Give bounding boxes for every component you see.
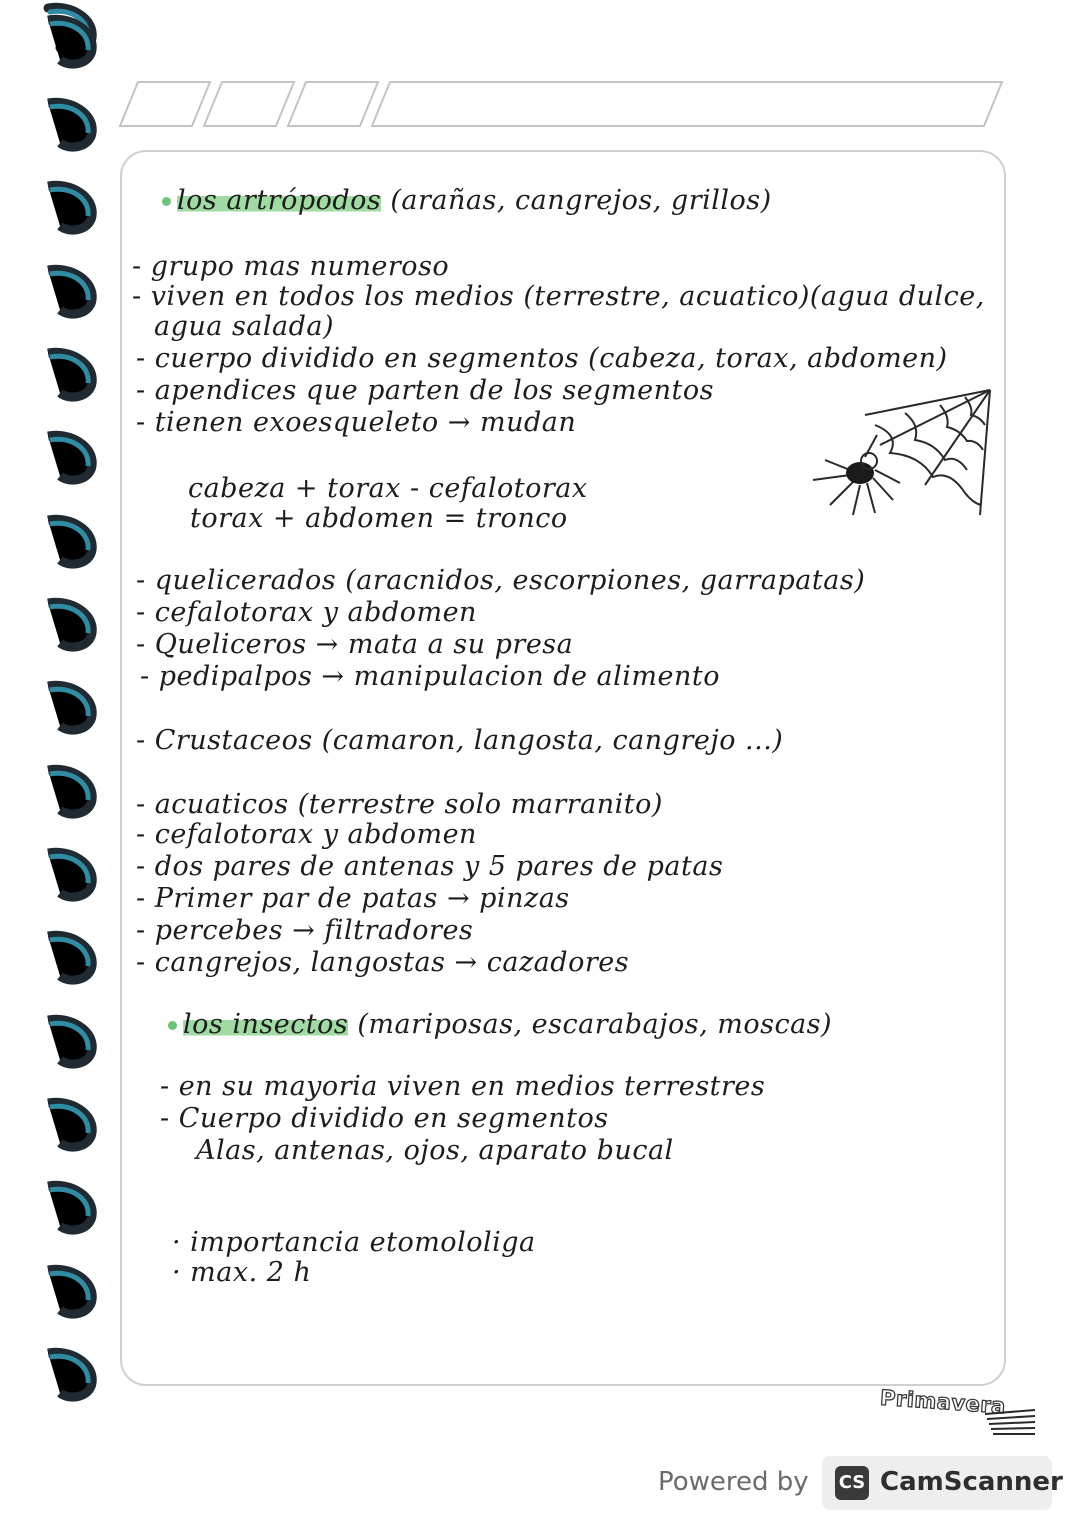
note-line: - tienen exoesqueleto → mudan xyxy=(136,407,577,438)
primavera-stripes xyxy=(985,1408,1037,1436)
spiral-binding xyxy=(40,0,110,1440)
note-line: - Queliceros → mata a su presa xyxy=(136,629,574,660)
spiral-rings xyxy=(48,19,92,1397)
insect-bullet-dot xyxy=(168,1021,177,1030)
title-rest: (arañas, cangrejos, grillos) xyxy=(381,185,772,216)
camscanner-name: CamScanner xyxy=(880,1467,1063,1497)
spider-web-drawing xyxy=(805,385,995,530)
section-title-crustaceans: - Crustaceos (camaron, langosta, cangrejo ...) xyxy=(136,725,784,756)
note-line: - Primer par de patas → pinzas xyxy=(136,883,570,914)
note-line: - cefalotorax y abdomen xyxy=(136,819,477,850)
note-line: - viven en todos los medios (terrestre, acuatico)(agua dulce, xyxy=(132,281,985,312)
primavera-logo: Primavera xyxy=(879,1385,1007,1419)
note-line: torax + abdomen = tronco xyxy=(190,503,568,534)
note-line: - percebes → filtradores xyxy=(136,915,474,946)
title-bullet-dot xyxy=(162,197,171,206)
title-highlight: los artrópodos xyxy=(177,185,382,216)
note-line: Alas, antenas, ojos, aparato bucal xyxy=(196,1135,674,1166)
note-line: - apendices que parten de los segmentos xyxy=(136,375,714,406)
note-line: - cefalotorax y abdomen xyxy=(136,597,477,628)
insect-rest: (mariposas, escarabajos, moscas) xyxy=(348,1009,833,1040)
note-line: - Cuerpo dividido en segmentos xyxy=(160,1103,609,1134)
note-line: cabeza + torax - cefalotorax xyxy=(188,473,588,504)
powered-by-text: Powered by xyxy=(658,1467,809,1497)
note-line: - dos pares de antenas y 5 pares de patas xyxy=(136,851,724,882)
spider-body xyxy=(846,462,874,484)
note-line: - quelicerados (aracnidos, escorpiones, garrapatas) xyxy=(136,565,866,596)
note-line: - cuerpo dividido en segmentos (cabeza, torax, abdomen) xyxy=(136,343,948,374)
header-date-boxes xyxy=(118,80,1008,130)
note-line: · max. 2 h xyxy=(172,1257,312,1288)
section-title-insects xyxy=(168,1010,832,1040)
insect-highlight: los insectos xyxy=(183,1009,349,1040)
note-line: - grupo mas numeroso xyxy=(132,251,450,282)
section-title-arthropods xyxy=(162,186,772,216)
note-line: · importancia etomololiga xyxy=(172,1227,536,1258)
note-line: - acuaticos (terrestre solo marranito) xyxy=(136,789,663,820)
camscanner-icon: CS xyxy=(835,1466,869,1500)
note-line: agua salada) xyxy=(154,311,335,342)
note-line: - pedipalpos → manipulacion de alimento xyxy=(140,661,720,692)
note-line: - en su mayoria viven en medios terrestres xyxy=(160,1071,766,1102)
note-line: - cangrejos, langostas → cazadores xyxy=(136,947,630,978)
